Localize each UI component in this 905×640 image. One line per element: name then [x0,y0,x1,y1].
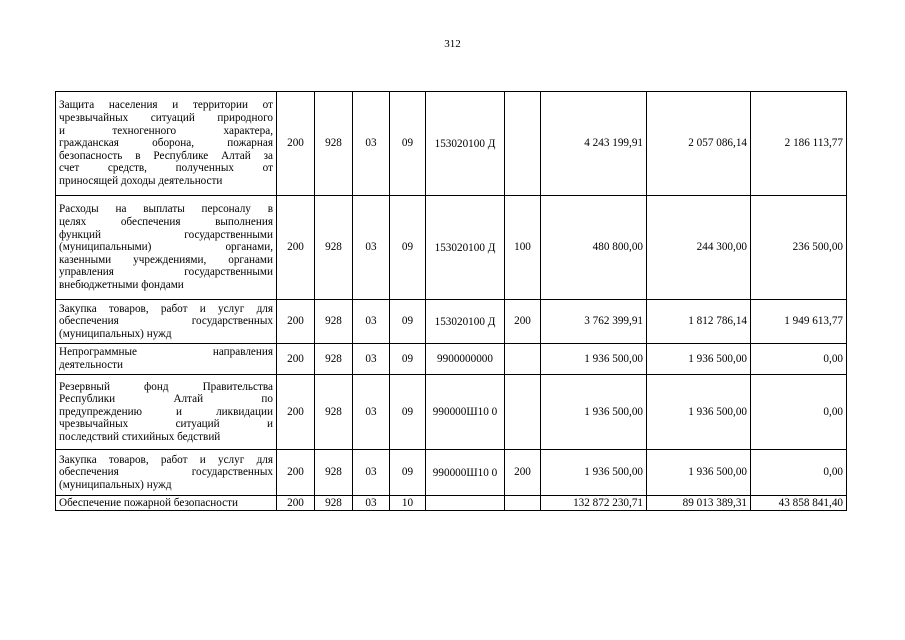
rz-cell: 03 [353,92,390,196]
row-name-line: предупреждению и ликвидации [59,405,273,418]
row-name-line: гражданская оборона, пожарная [59,137,273,150]
row-name [56,450,277,496]
table-row [56,196,847,300]
pr-cell: 09 [390,375,426,450]
row-name-line: Республики Алтай по [59,393,273,406]
csr-cell [426,496,505,511]
row-name [56,300,277,344]
rz-cell: 03 [353,300,390,344]
value-year2-cell: 1 936 500,00 [647,344,751,375]
value-year3-cell: 2 186 113,77 [751,92,847,196]
row-name-line: Расходы на выплаты персоналу в [59,203,273,216]
row-name-line: (муниципальных) нужд [59,327,172,340]
row-name-line: последствий стихийных бедствий [59,430,221,443]
value-year3-cell: 43 858 841,40 [751,496,847,511]
rz-cell: 03 [353,344,390,375]
value-year1-cell: 1 936 500,00 [541,450,647,496]
ved-cell: 928 [315,196,353,300]
csr-cell: 153020100 Д [426,196,505,300]
row-name-line: приносящей доходы деятельности [59,174,223,187]
row-name-line: Непрограммные направления [59,346,273,359]
grbs-cell: 200 [277,300,315,344]
grbs-cell: 200 [277,496,315,511]
grbs-cell: 200 [277,92,315,196]
value-year3-cell: 0,00 [751,450,847,496]
row-name-line: Закупка товаров, работ и услуг для [59,453,273,466]
value-year2-cell: 1 936 500,00 [647,375,751,450]
row-name-line: деятельности [59,359,124,371]
grbs-cell: 200 [277,450,315,496]
pr-cell: 09 [390,450,426,496]
row-name-line: Резервный фонд Правительства [59,380,273,393]
value-year3-cell: 0,00 [751,375,847,450]
ved-cell: 928 [315,496,353,511]
row-name-line: Обеспечение пожарной безопасности [59,496,239,509]
row-name-line: безопасность в Республике Алтай за [59,149,273,162]
row-name-line: целях обеспечения выполнения [59,216,273,229]
vr-cell [505,496,541,511]
value-year1-cell: 132 872 230,71 [541,496,647,511]
vr-cell [505,344,541,375]
table-row [56,300,847,344]
value-year3-cell: 1 949 613,77 [751,300,847,344]
value-year2-cell: 2 057 086,14 [647,92,751,196]
value-year3-cell: 0,00 [751,344,847,375]
value-year2-cell: 1 936 500,00 [647,450,751,496]
pr-cell: 09 [390,196,426,300]
row-name-line: Защита населения и территории от [59,99,273,112]
row-name [56,496,277,511]
value-year1-cell: 4 243 199,91 [541,92,647,196]
csr-cell: 153020100 Д [426,92,505,196]
budget-table [55,91,847,511]
vr-cell [505,92,541,196]
value-year1-cell: 1 936 500,00 [541,344,647,375]
table-body [56,92,847,511]
rz-cell: 03 [353,196,390,300]
rz-cell: 03 [353,496,390,511]
pr-cell: 10 [390,496,426,511]
value-year2-cell: 1 812 786,14 [647,300,751,344]
value-year2-cell: 89 013 389,31 [647,496,751,511]
value-year3-cell: 236 500,00 [751,196,847,300]
row-name [56,375,277,450]
row-name-line: (муниципальных) нужд [59,478,172,491]
value-year2-cell: 244 300,00 [647,196,751,300]
row-name-line: (муниципальными) органами, [59,241,273,254]
pr-cell: 09 [390,300,426,344]
pr-cell: 09 [390,344,426,375]
csr-cell: 990000Ш10 0 [426,375,505,450]
row-name [56,344,277,375]
vr-cell: 100 [505,196,541,300]
ved-cell: 928 [315,92,353,196]
page-number: 312 [444,38,461,50]
pr-cell: 09 [390,92,426,196]
row-name [56,196,277,300]
row-name-line: обеспечения государственных [59,466,273,479]
row-name-line: обеспечения государственных [59,315,273,328]
vr-cell: 200 [505,450,541,496]
row-name-line: чрезвычайных ситуаций и [59,418,273,431]
ved-cell: 928 [315,450,353,496]
ved-cell: 928 [315,375,353,450]
grbs-cell: 200 [277,375,315,450]
table-row [56,496,847,511]
row-name [56,92,277,196]
rz-cell: 03 [353,450,390,496]
ved-cell: 928 [315,300,353,344]
vr-cell [505,375,541,450]
row-name-line: и техногенного характера, [59,124,273,137]
table-row [56,450,847,496]
table-row [56,92,847,196]
grbs-cell: 200 [277,196,315,300]
grbs-cell: 200 [277,344,315,375]
row-name-line: счет средств, полученных от [59,162,273,175]
table-row [56,344,847,375]
row-name-line: казенными учреждениями, органами [59,253,273,266]
rz-cell: 03 [353,375,390,450]
csr-cell: 990000Ш10 0 [426,450,505,496]
vr-cell: 200 [505,300,541,344]
row-name-line: управления государственными [59,266,273,279]
csr-cell: 9900000000 [426,344,505,375]
value-year1-cell: 480 800,00 [541,196,647,300]
ved-cell: 928 [315,344,353,375]
value-year1-cell: 3 762 399,91 [541,300,647,344]
row-name-line: чрезвычайных ситуаций природного [59,112,273,125]
csr-cell: 153020100 Д [426,300,505,344]
row-name-line: функций государственными [59,228,273,241]
row-name-line: Закупка товаров, работ и услуг для [59,302,273,315]
row-name-line: внебюджетными фондами [59,278,184,291]
table-row [56,375,847,450]
value-year1-cell: 1 936 500,00 [541,375,647,450]
